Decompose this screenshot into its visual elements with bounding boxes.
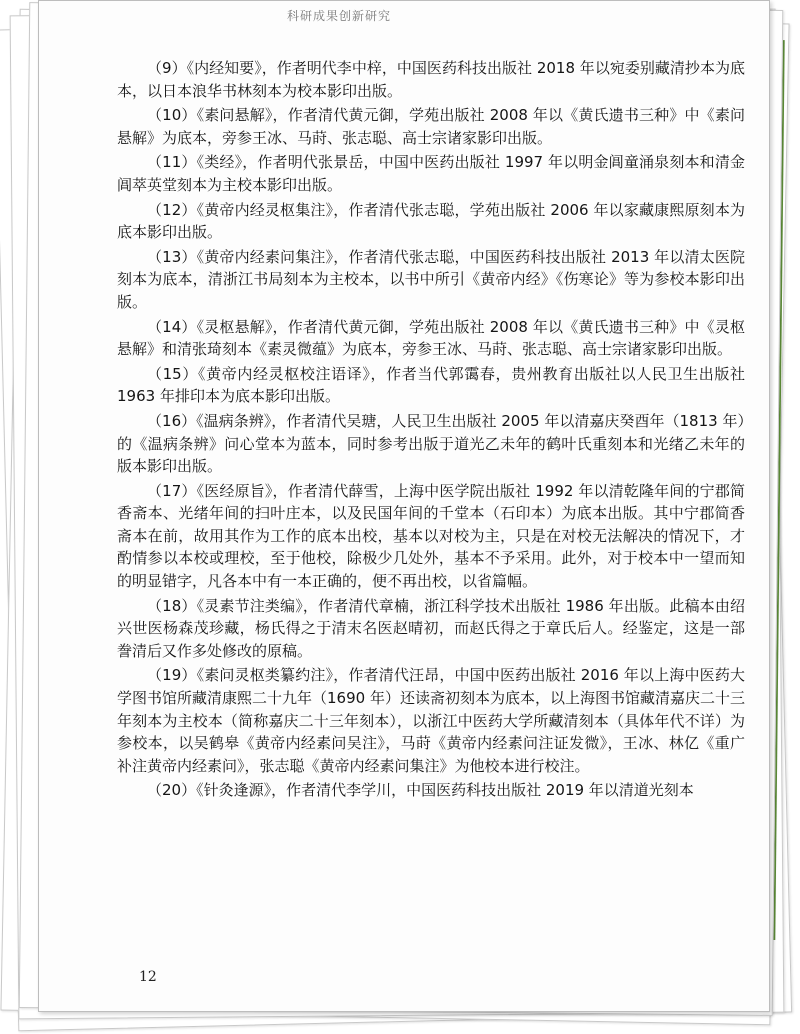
reference-item: （13）《黄帝内经素问集注》，作者清代张志聪，中国医药科技出版社 2013 年以清太医院刻本为底本，清浙江书局刻本为主校本，以书中所引《黄帝内经》《伤寒论》等为参校本影印出版。: [117, 247, 745, 311]
running-head: 科研成果创新研究: [286, 9, 391, 23]
document-page: [38, 0, 770, 1012]
reference-item: （19）《素问灵枢类纂约注》，作者清代汪昂，中国中医药出版社 2016 年以上海中医药大学图书馆所藏清康熙二十九年（1690 年）还读斋初刻本为底本，以上海图书馆藏清嘉庆二十三年刻本为主校本（简称嘉庆二十三年刻本），以浙江中医药大学所藏清刻本（具体年代不详）为参校本，以吴鹤皋《黄帝内经素问吴注》，马莳《黄帝内经素问注证发微》，王冰、林亿《重广补注黄帝内经素问》，张志聪《黄帝内经素问集注》为他校本进行校注。: [117, 666, 745, 775]
reference-item: （14）《灵枢悬解》，作者清代黄元御，学苑出版社 2008 年以《黄氏遗书三种》中《灵枢悬解》和清张琦刻本《素灵微蕴》为底本，旁参王冰、马莳、张志聪、高士宗诸家影印出版。: [117, 317, 745, 359]
reference-item: （17）《医经原旨》，作者清代薛雪，上海中医学院出版社 1992 年以清乾隆年间的宁郡简香斋本、光绪年间的扫叶庄本，以及民国年间的千堂本（石印本）为底本出版。其中宁郡简香斋本在前，故用其作为工作的底本出校，基本以对校为主，只是在对校无法解决的情况下，才酌情参以本校或理校，至于他校，除极少几处外，基本不予采用。此外，对于校本中一望而知的明显错字，凡各本中有一本正确的，便不再出校，以省篇幅。: [117, 481, 745, 591]
page-number: 12: [139, 969, 157, 985]
reference-item: （9）《内经知要》，作者明代李中梓，中国医药科技出版社 2018 年以宛委别藏清抄本为底本，以日本浪华书林刻本为校本影印出版。: [117, 59, 745, 100]
reference-item: （12）《黄帝内经灵枢集注》，作者清代张志聪，学苑出版社 2006 年以家藏康熙原刻本为底本影印出版。: [117, 200, 745, 242]
reference-item: （11）《类经》，作者明代张景岳，中国中医药出版社 1997 年以明金阊童涌泉刻本和清金阊萃英堂刻本为主校本影印出版。: [117, 153, 745, 194]
reference-item: （16）《温病条辨》，作者清代吴瑭，人民卫生出版社 2005 年以清嘉庆癸酉年（1813 年）的《温病条辨》问心堂本为蓝本，同时参考出版于道光乙未年的鹤叶氏重刻本和光绪乙未年的版本影印出版。: [117, 411, 745, 476]
reference-item: （15）《黄帝内经灵枢校注语译》，作者当代郭霭春，贵州教育出版社以人民卫生出版社 1963 年排印本为底本影印出版。: [117, 364, 745, 406]
document-body: [117, 57, 745, 804]
reference-item: （20）《针灸逢源》，作者清代李学川，中国医药科技出版社 2019 年以清道光刻本: [147, 781, 694, 800]
reference-item: （10）《素问悬解》，作者清代黄元御，学苑出版社 2008 年以《黄氏遗书三种》中《素问悬解》为底本，旁参王冰、马莳、张志聪、高士宗诸家影印出版。: [117, 106, 745, 147]
reference-item: （18）《灵素节注类编》，作者清代章楠，浙江科学技术出版社 1986 年出版。此稿本由绍兴世医杨森茂珍藏，杨氏得之于清末名医赵晴初，而赵氏得之于章氏后人。经鉴定，这是一部誊清后又作多处修改的原稿。: [117, 596, 745, 660]
